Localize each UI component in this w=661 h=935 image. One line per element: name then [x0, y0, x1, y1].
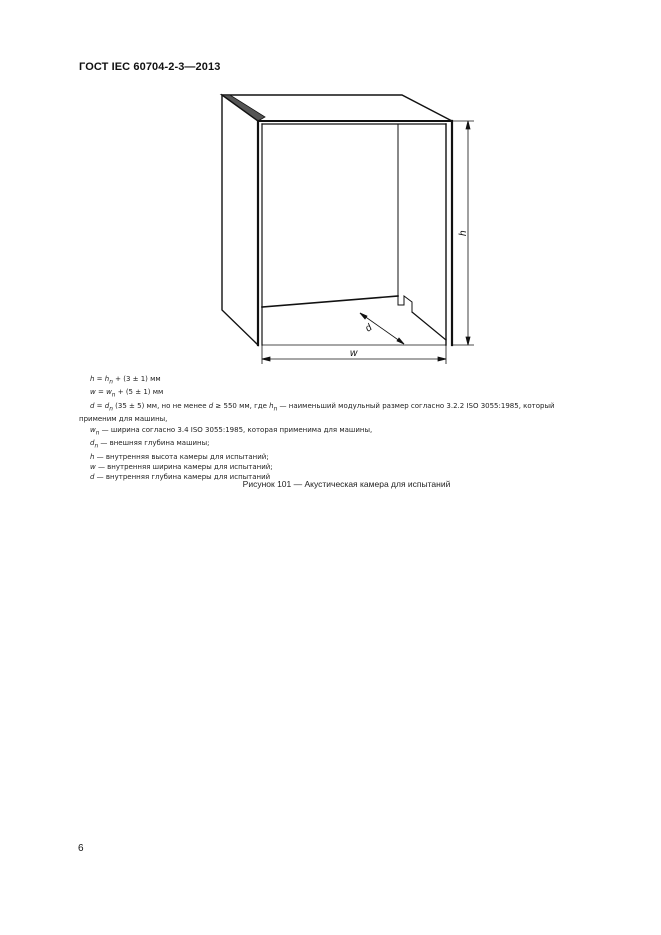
note-line: d — внутренняя глубина камеры для испытаний — [90, 472, 271, 481]
figure-notes — [79, 374, 590, 482]
note-line: $d = d_n$ (35 ± 5) мм, но не менее d ≥ 550 мм, где $h_n$ — наименьший модульный размер согласно 3.2.2 ISO 3055:1985, который — [90, 401, 555, 413]
note-line: $d_n$ — внешняя глубина машины; — [90, 439, 210, 450]
note-line: применим для машины, — [79, 415, 168, 424]
note-line: $w_n$ — ширина согласно 3.4 ISO 3055:1985, которая применима для машины, — [90, 425, 373, 436]
note-line: $h = h_n + (3 \pm 1)$ мм — [90, 375, 161, 386]
note-line: w — внутренняя ширина камеры для испытаний; — [90, 462, 273, 471]
note-line: h — внутренняя высота камеры для испытаний; — [90, 452, 269, 461]
chamber-left-wall — [222, 95, 258, 345]
page-number: 6 — [78, 843, 84, 854]
dim-w-label: w — [350, 348, 358, 359]
document-header: ГОСТ IEC 60704-2-3—2013 — [79, 61, 221, 73]
dim-h-label: h — [458, 230, 469, 236]
figure-caption: Рисунок 101 — Акустическая камера для испытаний — [242, 479, 451, 489]
dim-d-label: d — [363, 322, 375, 335]
note-line: $w = w_n + (5 \pm 1)$ мм — [90, 388, 164, 399]
